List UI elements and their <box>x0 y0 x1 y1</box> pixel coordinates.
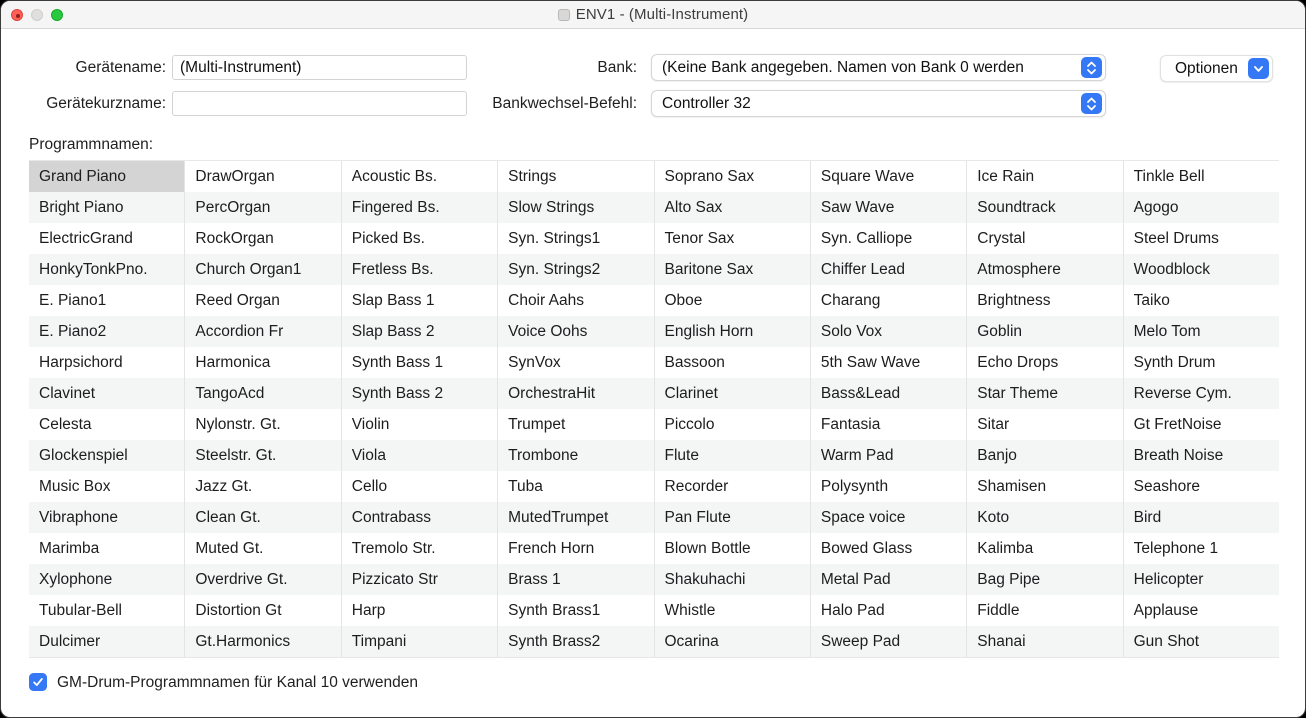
program-cell[interactable]: Piccolo <box>664 416 715 433</box>
program-cell[interactable]: Shamisen <box>977 478 1047 495</box>
program-cell[interactable]: Gun Shot <box>1124 626 1279 657</box>
program-cell[interactable]: Harp <box>351 602 386 619</box>
program-cell[interactable]: Harmonica <box>195 354 271 371</box>
program-cell[interactable]: Chiffer Lead <box>811 254 966 285</box>
popup-updown-chevron-icon <box>1081 93 1102 114</box>
program-cell[interactable]: Blown Bottle <box>664 540 751 557</box>
program-cell[interactable]: Glockenspiel <box>29 440 184 471</box>
program-cell[interactable]: English Horn <box>655 316 810 347</box>
program-column <box>497 161 653 657</box>
traffic-lights <box>11 9 63 21</box>
program-cell[interactable]: Pizzicato Str <box>342 564 497 595</box>
program-cell[interactable]: Synth Bass 1 <box>351 354 444 371</box>
program-cell[interactable]: Fantasia <box>820 416 881 433</box>
program-cell[interactable]: Seashore <box>1133 478 1200 495</box>
program-cell[interactable]: Charang <box>820 292 881 309</box>
program-cell[interactable]: OrchestraHit <box>498 378 653 409</box>
program-cell[interactable]: Soundtrack <box>967 192 1122 223</box>
program-cell[interactable]: Tubular-Bell <box>39 602 122 619</box>
close-button[interactable] <box>11 9 23 21</box>
program-cell[interactable]: Agogo <box>1124 192 1279 223</box>
program-cell[interactable]: ElectricGrand <box>39 230 133 247</box>
program-column <box>29 161 184 657</box>
program-cell[interactable]: Strings <box>508 168 557 185</box>
program-cell[interactable]: Brightness <box>977 292 1051 309</box>
program-cell[interactable]: Metal Pad <box>811 564 966 595</box>
program-cell[interactable]: Accordion Fr <box>185 316 340 347</box>
bank-change-label: Bankwechsel-Befehl: <box>492 95 637 112</box>
program-cell[interactable]: Helicopter <box>1124 564 1279 595</box>
program-cell[interactable]: Tenor Sax <box>664 230 735 247</box>
program-cell[interactable]: Warm Pad <box>811 440 966 471</box>
program-cell[interactable]: Trumpet <box>508 416 566 433</box>
program-column <box>810 161 966 657</box>
program-cell[interactable]: Viola <box>342 440 497 471</box>
program-cell[interactable]: Bowed Glass <box>820 540 913 557</box>
program-cell[interactable]: Soprano Sax <box>664 168 755 185</box>
program-cell[interactable]: Cello <box>351 478 388 495</box>
device-short-name-input[interactable] <box>172 91 467 116</box>
program-cell[interactable]: HonkyTonkPno. <box>29 254 184 285</box>
program-cell[interactable]: Reed Organ <box>195 292 280 309</box>
program-cell[interactable]: French Horn <box>508 540 595 557</box>
program-cell[interactable]: Synth Brass1 <box>508 602 601 619</box>
options-button-label: Optionen <box>1175 59 1238 77</box>
program-cell[interactable]: Flute <box>655 440 810 471</box>
program-cell[interactable]: E. Piano2 <box>29 316 184 347</box>
program-cell[interactable]: Oboe <box>664 292 703 309</box>
program-cell[interactable]: Atmosphere <box>967 254 1122 285</box>
options-button[interactable] <box>1160 55 1273 82</box>
program-cell[interactable]: Alto Sax <box>655 192 810 223</box>
program-names-section-label: Programmnamen: <box>29 136 154 153</box>
device-name-label: Gerätename: <box>75 59 166 76</box>
program-cell[interactable]: Jazz Gt. <box>195 478 253 495</box>
program-cell[interactable]: Distortion Gt <box>195 602 282 619</box>
program-cell[interactable]: Banjo <box>967 440 1122 471</box>
program-cell[interactable]: Kalimba <box>977 540 1034 557</box>
program-cell[interactable]: Nylonstr. Gt. <box>195 416 281 433</box>
options-chevron-down-icon <box>1248 58 1269 79</box>
program-cell[interactable]: Steelstr. Gt. <box>185 440 340 471</box>
program-cell[interactable]: Picked Bs. <box>351 230 425 247</box>
program-cell[interactable]: Applause <box>1133 602 1199 619</box>
program-cell[interactable]: Syn. Calliope <box>820 230 913 247</box>
unsaved-dot-icon <box>16 14 20 18</box>
program-cell[interactable]: Sitar <box>977 416 1010 433</box>
program-cell[interactable]: Tinkle Bell <box>1133 168 1205 185</box>
program-cell[interactable]: Breath Noise <box>1124 440 1279 471</box>
program-cell[interactable]: Syn. Strings2 <box>498 254 653 285</box>
program-cell[interactable]: Crystal <box>977 230 1026 247</box>
device-short-name-label: Gerätekurzname: <box>46 95 166 112</box>
program-cell[interactable]: Trombone <box>498 440 653 471</box>
program-cell[interactable]: Overdrive Gt. <box>185 564 340 595</box>
program-cell[interactable]: Gt.Harmonics <box>185 626 340 657</box>
program-cell[interactable]: Slap Bass 1 <box>351 292 435 309</box>
program-cell[interactable]: Fretless Bs. <box>342 254 497 285</box>
program-cell[interactable]: Echo Drops <box>977 354 1059 371</box>
program-cell[interactable]: Synth Bass 2 <box>342 378 497 409</box>
program-cell[interactable]: Bassoon <box>664 354 725 371</box>
minimize-button[interactable] <box>31 9 43 21</box>
program-cell[interactable]: MutedTrumpet <box>498 502 653 533</box>
program-cell[interactable]: Clarinet <box>655 378 810 409</box>
program-cell[interactable]: Fiddle <box>977 602 1020 619</box>
program-cell[interactable]: Slap Bass 2 <box>342 316 497 347</box>
program-cell[interactable]: Harpsichord <box>39 354 123 371</box>
program-cell[interactable]: Xylophone <box>29 564 184 595</box>
program-cell[interactable]: Vibraphone <box>29 502 184 533</box>
program-cell[interactable]: Timpani <box>342 626 497 657</box>
program-cell[interactable]: Square Wave <box>820 168 915 185</box>
program-cell[interactable]: Clean Gt. <box>185 502 340 533</box>
program-cell[interactable]: Bright Piano <box>29 192 184 223</box>
program-cell[interactable]: 5th Saw Wave <box>820 354 921 371</box>
program-cell[interactable]: Church Organ1 <box>185 254 340 285</box>
popup-updown-chevron-icon <box>1081 57 1102 78</box>
program-cell[interactable]: Woodblock <box>1124 254 1279 285</box>
program-cell[interactable]: Voice Oohs <box>498 316 653 347</box>
bank-change-popup-value: Controller 32 <box>662 94 751 112</box>
program-cell[interactable]: Melo Tom <box>1124 316 1279 347</box>
zoom-button[interactable] <box>51 9 63 21</box>
program-cell[interactable]: Shakuhachi <box>655 564 810 595</box>
program-cell[interactable]: Recorder <box>664 478 729 495</box>
program-cell[interactable]: Bass&Lead <box>811 378 966 409</box>
program-cell[interactable]: PercOrgan <box>185 192 340 223</box>
program-cell[interactable]: Baritone Sax <box>655 254 810 285</box>
program-cell[interactable]: SynVox <box>508 354 561 371</box>
program-cell[interactable]: Synth Drum <box>1133 354 1216 371</box>
program-cell[interactable]: Grand Piano <box>29 161 184 192</box>
program-cell[interactable]: Steel Drums <box>1133 230 1219 247</box>
window-proxy-icon <box>558 9 570 21</box>
program-cell[interactable]: Brass 1 <box>498 564 653 595</box>
program-cell[interactable]: DrawOrgan <box>195 168 275 185</box>
program-cell[interactable]: Sweep Pad <box>811 626 966 657</box>
titlebar[interactable] <box>1 1 1305 29</box>
program-cell[interactable]: Clavinet <box>29 378 184 409</box>
program-cell[interactable]: Ocarina <box>655 626 810 657</box>
program-cell[interactable]: Tuba <box>508 478 543 495</box>
program-cell[interactable]: Bag Pipe <box>967 564 1122 595</box>
window-title: ENV1 - (Multi-Instrument) <box>575 6 749 23</box>
bank-label: Bank: <box>597 59 637 76</box>
program-cell[interactable]: E. Piano1 <box>39 292 107 309</box>
program-grid <box>29 160 1279 658</box>
program-cell[interactable]: Choir Aahs <box>508 292 584 309</box>
program-cell[interactable]: Reverse Cym. <box>1124 378 1279 409</box>
program-cell[interactable]: Solo Vox <box>811 316 966 347</box>
program-cell[interactable]: Tremolo Str. <box>351 540 436 557</box>
program-cell[interactable]: Gt FretNoise <box>1133 416 1222 433</box>
program-cell[interactable]: Whistle <box>664 602 716 619</box>
bank-popup-value: (Keine Bank angegeben. Namen von Bank 0 werden <box>662 58 1024 76</box>
program-cell[interactable]: Polysynth <box>820 478 889 495</box>
program-cell[interactable]: Celesta <box>39 416 92 433</box>
checkmark-icon <box>31 675 45 689</box>
program-cell[interactable]: Music Box <box>39 478 111 495</box>
program-column <box>1123 161 1279 657</box>
program-cell[interactable]: Marimba <box>39 540 100 557</box>
program-column <box>654 161 810 657</box>
program-cell[interactable]: Contrabass <box>342 502 497 533</box>
program-cell[interactable]: Saw Wave <box>811 192 966 223</box>
program-cell[interactable]: Space voice <box>811 502 966 533</box>
program-cell[interactable]: Violin <box>351 416 390 433</box>
program-column <box>966 161 1122 657</box>
program-cell[interactable]: Slow Strings <box>498 192 653 223</box>
program-cell[interactable]: Halo Pad <box>820 602 885 619</box>
program-cell[interactable]: Fingered Bs. <box>342 192 497 223</box>
program-cell[interactable]: Bird <box>1124 502 1279 533</box>
program-cell[interactable]: Ice Rain <box>977 168 1035 185</box>
program-cell[interactable]: Goblin <box>967 316 1122 347</box>
program-cell[interactable]: Shanai <box>967 626 1122 657</box>
program-cell[interactable]: Koto <box>967 502 1122 533</box>
gm-drum-checkbox-label: GM-Drum-Programmnamen für Kanal 10 verwenden <box>57 674 418 691</box>
program-cell[interactable]: Telephone 1 <box>1133 540 1219 557</box>
program-cell[interactable]: RockOrgan <box>195 230 274 247</box>
program-cell[interactable]: Muted Gt. <box>195 540 264 557</box>
program-cell[interactable]: Syn. Strings1 <box>508 230 601 247</box>
program-cell[interactable]: Star Theme <box>967 378 1122 409</box>
program-cell[interactable]: Taiko <box>1133 292 1170 309</box>
gm-drum-checkbox[interactable] <box>29 673 47 691</box>
device-name-input[interactable] <box>172 55 467 80</box>
program-cell[interactable]: TangoAcd <box>185 378 340 409</box>
program-cell[interactable]: Dulcimer <box>29 626 184 657</box>
program-cell[interactable]: Synth Brass2 <box>498 626 653 657</box>
program-cell[interactable]: Acoustic Bs. <box>351 168 438 185</box>
bank-popup[interactable] <box>651 54 1106 81</box>
program-cell[interactable]: Pan Flute <box>655 502 810 533</box>
program-column <box>184 161 340 657</box>
program-column <box>341 161 497 657</box>
bank-change-popup[interactable] <box>651 90 1106 117</box>
